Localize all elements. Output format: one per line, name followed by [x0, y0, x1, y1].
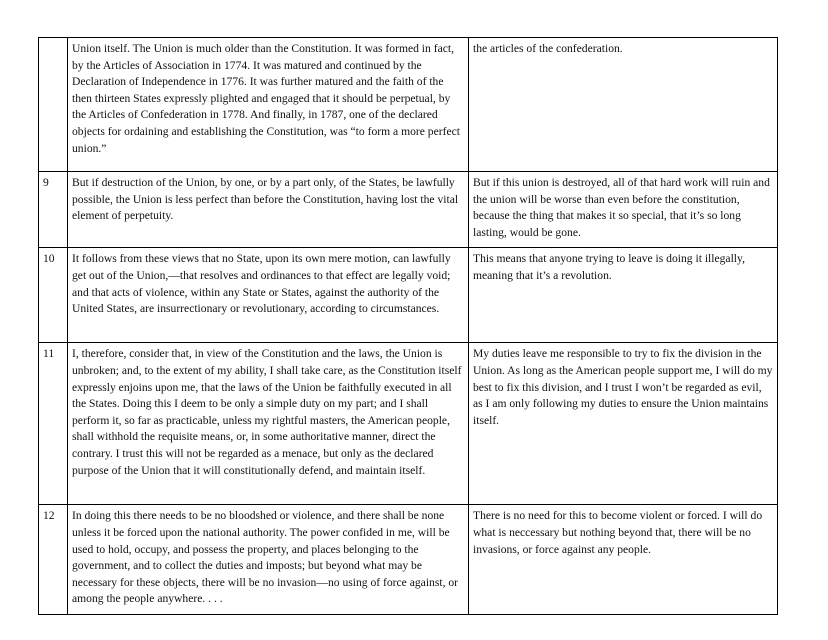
line-number: 11	[39, 343, 68, 505]
paraphrase-text: This means that anyone trying to leave is doing it illegally, meaning that it’s a revolution.	[469, 248, 778, 343]
paraphrase-text: the articles of the confederation.	[469, 38, 778, 172]
line-number: 9	[39, 172, 68, 248]
line-number: 12	[39, 505, 68, 615]
paraphrase-text: There is no need for this to become violent or forced. I will do what is neccessary but nothing beyond that, there will be no invasions, or force against any people.	[469, 505, 778, 615]
paraphrase-text: But if this union is destroyed, all of that hard work will ruin and the union will be worse than even before the constitution, because the thing that makes it so special, that it’s so long lasting, would be gone.	[469, 172, 778, 248]
paraphrase-text: My duties leave me responsible to try to fix the division in the Union. As long as the American people support me, I will do my best to fix this division, and I trust I won’t be regarded as evil, as I am only following my duties to ensure the Union maintains itself.	[469, 343, 778, 505]
original-text: Union itself. The Union is much older than the Constitution. It was formed in fact, by the Articles of Association in 1774. It was matured and continued by the Declaration of Independence in 1776. It was further matured and the faith of the then thirteen States expressly plighted and engaged that it should be perpetual, by the Articles of Confederation in 1778. And finally, in 1787, one of the declared objects for ordaining and establishing the Constitution, was “to form a more perfect union.”	[68, 38, 469, 172]
original-text: In doing this there needs to be no bloodshed or violence, and there shall be none unless it be forced upon the national authority. The power confided in me, will be used to hold, occupy, and possess the property, and places belonging to the government, and to collect the duties and imposts; but beyond what may be necessary for these objects, there will be no invasion—no using of force against, or among the people anywhere. . . .	[68, 505, 469, 615]
original-text: It follows from these views that no State, upon its own mere motion, can lawfully get out of the Union,—that resolves and ordinances to that effect are legally void; and that acts of violence, within any State or States, against the authority of the United States, are insurrectionary or revolutionary, according to circumstances.	[68, 248, 469, 343]
table-row	[39, 38, 778, 172]
table-row	[39, 172, 778, 248]
table-row	[39, 248, 778, 343]
line-number	[39, 38, 68, 172]
line-number: 10	[39, 248, 68, 343]
table-row	[39, 505, 778, 615]
speech-paraphrase-table	[38, 37, 778, 615]
original-text: I, therefore, consider that, in view of the Constitution and the laws, the Union is unbroken; and, to the extent of my ability, I shall take care, as the Constitution itself expressly enjoins upon me, that the laws of the Union be faithfully executed in all the States. Doing this I deem to be only a simple duty on my part; and I shall perform it, so far as practicable, unless my rightful masters, the American people, shall withhold the requisite means, or, in some authoritative manner, direct the contrary. I trust this will not be regarded as a menace, but only as the declared purpose of the Union that it will constitutionally defend, and maintain itself.	[68, 343, 469, 505]
table-row	[39, 343, 778, 505]
original-text: But if destruction of the Union, by one, or by a part only, of the States, be lawfully possible, the Union is less perfect than before the Constitution, having lost the vital element of perpetuity.	[68, 172, 469, 248]
